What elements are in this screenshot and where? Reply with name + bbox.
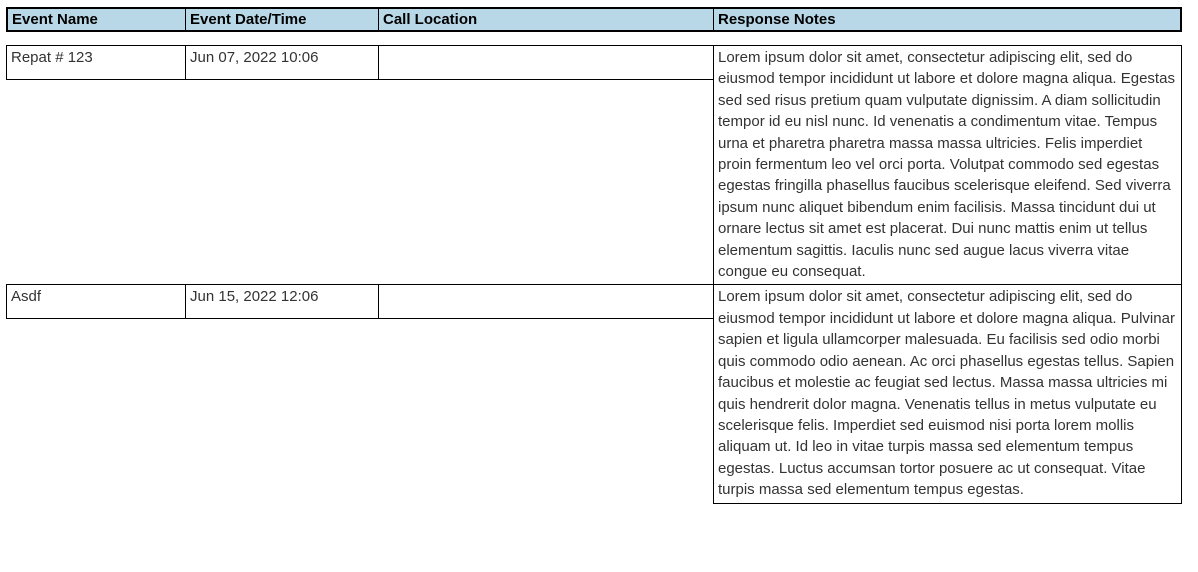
column-header-call-location: Call Location xyxy=(378,9,713,30)
table-row xyxy=(6,284,1182,503)
column-header-event-datetime: Event Date/Time xyxy=(185,9,378,30)
cell-call-location xyxy=(378,284,714,319)
header-row-gap xyxy=(6,32,1182,45)
cell-event-name: Asdf xyxy=(6,284,186,319)
table-header-row xyxy=(6,7,1182,32)
cell-event-name: Repat # 123 xyxy=(6,45,186,80)
cell-event-datetime: Jun 07, 2022 10:06 xyxy=(185,45,379,80)
table-row xyxy=(6,45,1182,285)
cell-response-notes: Lorem ipsum dolor sit amet, consectetur adipiscing elit, sed do eiusmod tempor incididunt ut labore et dolore magna aliqua. Pulvinar sapien et ligula ullamcorper malesuada. Eu facilisis sed odio morbi quis commodo odio aenean. Ac orci phasellus egestas tellus. Sapien faucibus et molestie ac feugiat sed lectus. Massa massa ultricies mi quis hendrerit dolor magna. Venenatis tellus in metus vulputate eu scelerisque felis. Imperdiet sed euismod nisi porta lorem mollis aliquam ut. Id leo in vitae turpis massa sed elementum tempus egestas. Luctus accumsan tortor posuere ac ut consequat. Vitae turpis massa sed elementum tempus egestas. xyxy=(713,284,1182,503)
cell-event-datetime: Jun 15, 2022 12:06 xyxy=(185,284,379,319)
column-header-event-name: Event Name xyxy=(12,11,98,28)
cell-call-location xyxy=(378,45,714,80)
column-header-response-notes: Response Notes xyxy=(713,9,1180,30)
cell-response-notes: Lorem ipsum dolor sit amet, consectetur adipiscing elit, sed do eiusmod tempor incididunt ut labore et dolore magna aliqua. Egestas sed sed risus pretium quam vulputate dignissim. A diam sollicitudin tempor id eu nisl nunc. Id venenatis a condimentum vitae. Tempus urna et pharetra pharetra massa massa ultricies. Felis imperdiet proin fermentum leo vel orci porta. Volutpat commodo sed egestas egestas fringilla phasellus faucibus scelerisque eleifend. Sed viverra ipsum nunc aliquet bibendum enim facilisis. Massa tincidunt dui ut ornare lectus sit amet est placerat. Dui nunc mattis enim ut tellus elementum sagittis. Iaculis nunc sed augue lacus viverra vitae congue eu consequat. xyxy=(713,45,1182,285)
events-report-table xyxy=(6,7,1182,504)
